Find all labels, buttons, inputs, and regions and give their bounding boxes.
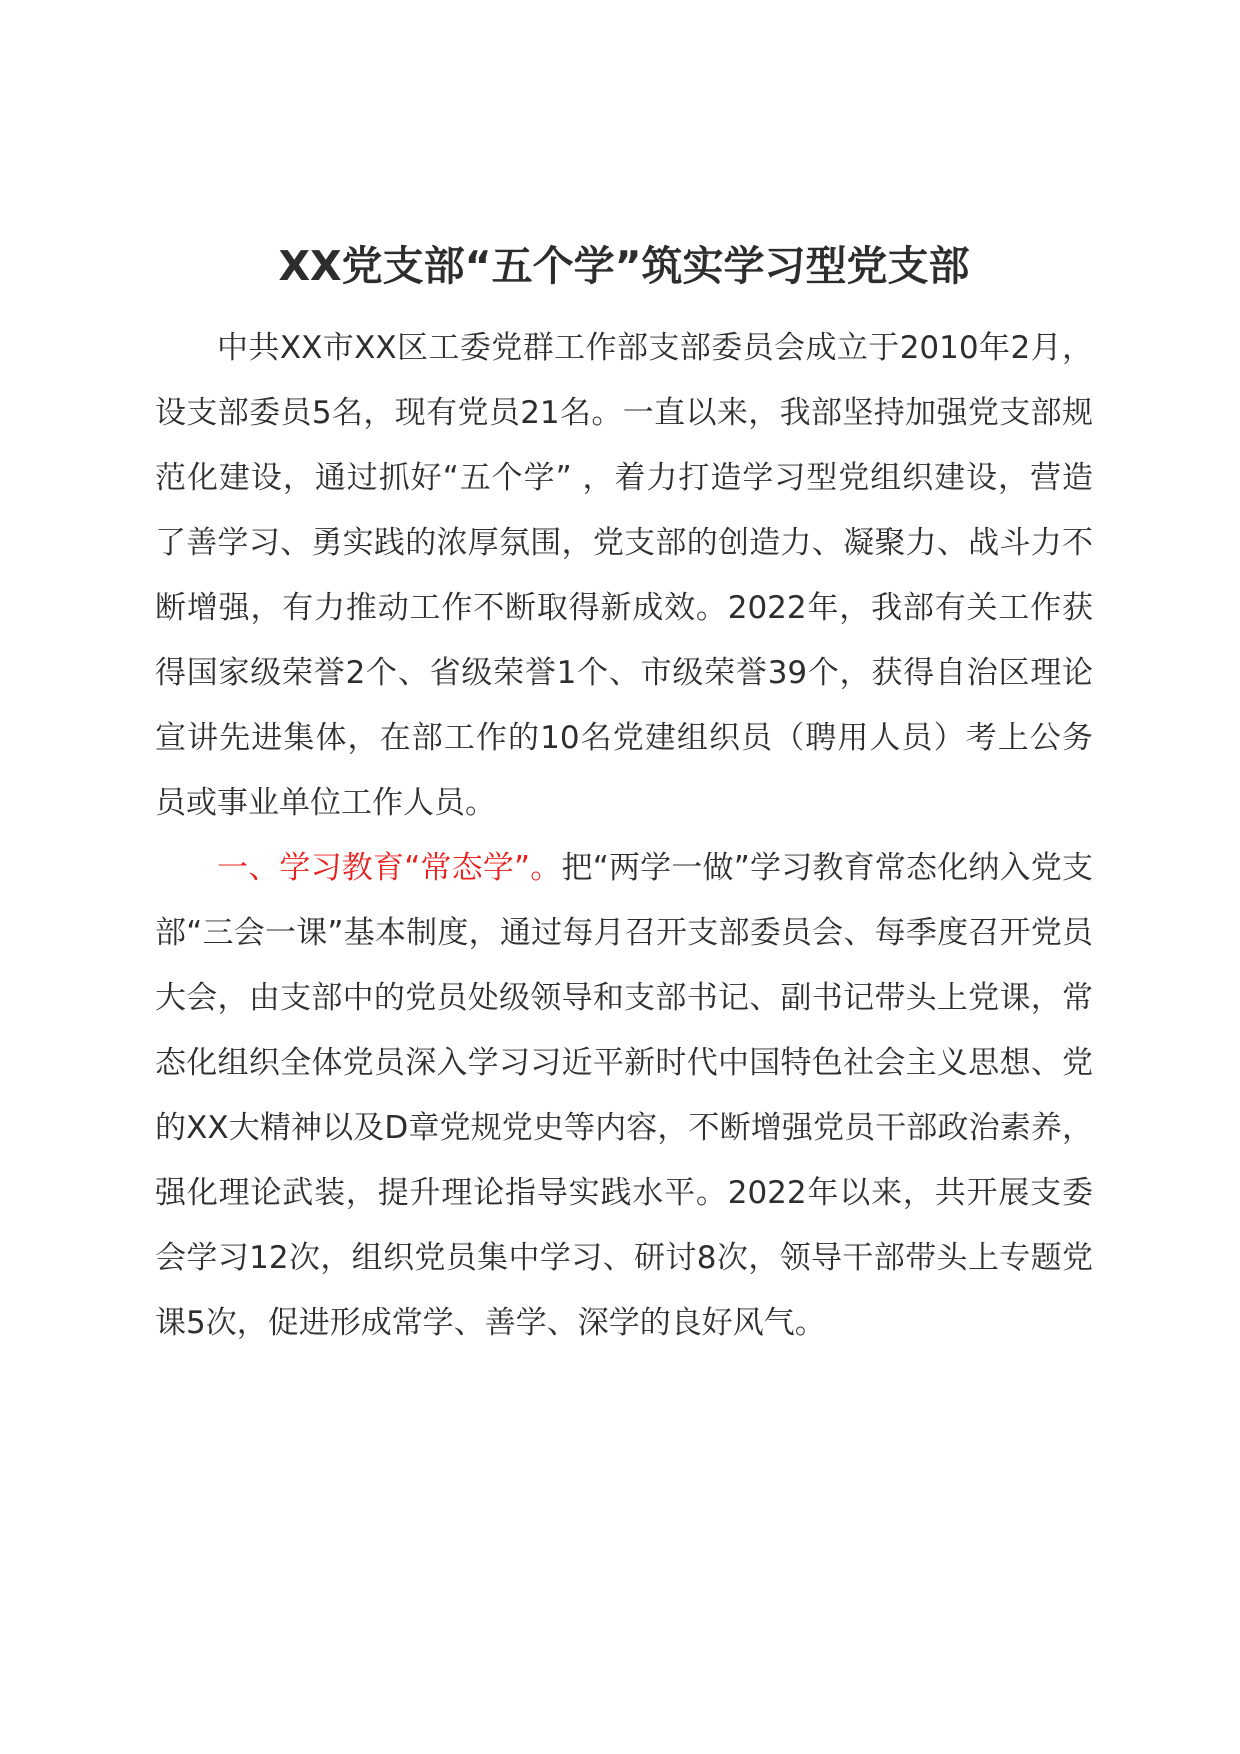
paragraph-intro-text: 中共XX市XX区工委党群工作部支部委员会成立于2010年2月，设支部委员5名，现有党员21名。一直以来，我部坚持加强党支部规范化建设，通过抓好“五个学” ，着力打造学习型党组织建设，营造了善学习、勇实践的浓厚氛围，党支部的创造力、凝聚力、战斗力不断增强，有力推动工作不断取得新成效。2022年，我部有关工作获得国家级荣誉2个、省级荣誉1个、市级荣誉39个，获得自治区理论宣讲先进集体，在部工作的10名党建组织员（聘用人员）考上公务员或事业单位工作人员。: [155, 330, 1093, 821]
document-title: XX党支部“五个学”筑实学习型党支部: [278, 242, 970, 290]
paragraph-intro: [155, 316, 1093, 836]
document-body: [155, 238, 1093, 1356]
section-one-text: 把“两学一做”学习教育常态化纳入党支部“三会一课”基本制度，通过每月召开支部委员会、每季度召开党员大会，由支部中的党员处级领导和支部书记、副书记带头上党课，常态化组织全体党员深入学习习近平新时代中国特色社会主义思想、党的XX大精神以及D章党规党史等内容，不断增强党员干部政治素养，强化理论武装，提升理论指导实践水平。2022年以来，共开展支委会学习12次，组织党员集中学习、研讨8次，领导干部带头上专题党课5次，促进形成常学、善学、深学的良好风气。: [155, 850, 1093, 1341]
section-one-heading: 一、学习教育“常态学”。: [217, 850, 562, 886]
paragraph-section-one: [155, 836, 1093, 1356]
